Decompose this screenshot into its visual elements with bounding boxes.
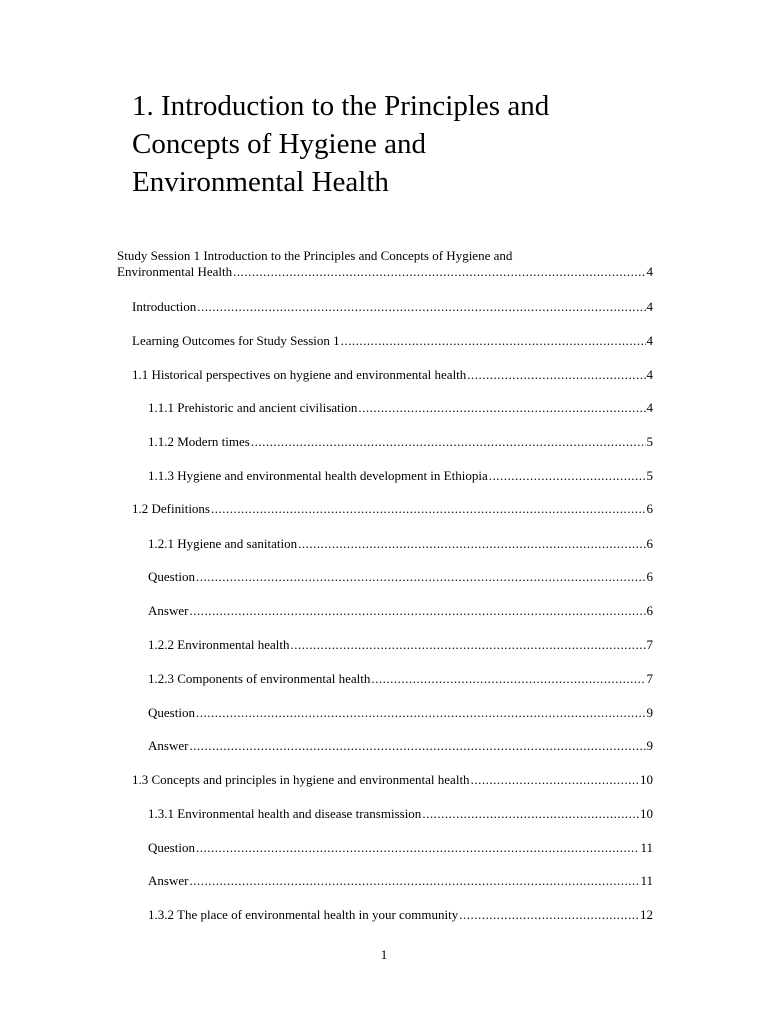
toc-entry[interactable] [132,367,653,383]
toc-leader-dots [196,705,646,721]
toc-leader-dots [489,468,646,484]
toc-page-number: 4 [646,333,653,348]
toc-leader-dots [422,806,639,822]
toc-entry-text: 1.3 Concepts and principles in hygiene and environmental health [132,772,470,787]
toc-page-number: 6 [646,501,653,516]
toc-entry-text: 1.1.3 Hygiene and environmental health development in Ethiopia [148,468,488,483]
toc-page-number: 11 [640,873,653,888]
toc-entry-study-session[interactable] [117,248,653,280]
toc-entry-text: Question [148,705,195,720]
toc-entry[interactable] [148,400,653,416]
toc-page-number: 10 [640,806,653,821]
page-footer-number: 1 [380,947,388,962]
toc-leader-dots [471,772,639,788]
toc-leader-dots [467,367,645,383]
toc-entry-text: Introduction [132,299,197,314]
toc-session-line-2: Environmental Health [117,264,233,279]
toc-entry-text: 1.1 Historical perspectives on hygiene and environmental health [132,367,467,382]
toc-entry[interactable] [148,907,653,923]
toc-leader-dots [233,264,645,280]
title-line-2: Concepts of Hygiene and [132,128,426,160]
toc-page-number: 7 [646,671,653,686]
toc-leader-dots [197,299,645,315]
toc-entry-text: 1.3.2 The place of environmental health in your community [148,907,459,922]
toc-page-number: 12 [640,907,653,922]
toc-entry[interactable] [148,873,653,889]
toc-entry[interactable] [148,705,653,721]
toc-entry-text: Learning Outcomes for Study Session 1 [132,333,340,348]
toc-entry-text: Answer [148,738,189,753]
toc-page-number: 6 [646,603,653,618]
toc-leader-dots [298,536,645,552]
toc-entry-text: Answer [148,873,189,888]
toc-session-line-1: Study Session 1 Introduction to the Principles and Concepts of Hygiene and [117,248,513,263]
toc-page-number: 6 [646,569,653,584]
toc-page-number: 7 [646,637,653,652]
toc-page-number: 10 [640,772,653,787]
toc-page-number: 4 [646,299,653,314]
toc-entry-text: Question [148,569,195,584]
toc-leader-dots [341,333,646,349]
toc-page-number: 9 [646,738,653,753]
toc-entry[interactable] [148,806,653,822]
toc-entry-text: 1.2.3 Components of environmental health [148,671,371,686]
toc-entry-text: 1.2.2 Environmental health [148,637,290,652]
toc-entry[interactable] [148,569,653,585]
toc-entry[interactable] [148,840,653,856]
toc-leader-dots [189,603,645,619]
toc-page-number: 11 [640,840,653,855]
toc-entry-text: 1.2 Definitions [132,501,210,516]
toc-page-number: 4 [646,400,653,415]
toc-page-number: 9 [646,705,653,720]
toc-leader-dots [291,637,646,653]
toc-page-number: 6 [646,536,653,551]
toc-entry[interactable] [148,637,653,653]
toc-leader-dots [251,434,646,450]
toc-entry[interactable] [132,299,653,315]
toc-entry[interactable] [148,738,653,754]
toc-leader-dots [189,738,645,754]
toc-entry[interactable] [132,501,653,517]
toc-page-number: 5 [646,434,653,449]
toc-entry[interactable] [148,671,653,687]
toc-entry[interactable] [148,603,653,619]
toc-entry[interactable] [132,333,653,349]
toc-entry[interactable] [148,468,653,484]
toc-leader-dots [196,569,646,585]
toc-entry-text: Question [148,840,195,855]
toc-leader-dots [196,840,640,856]
toc-entry-text: 1.3.1 Environmental health and disease transmission [148,806,422,821]
toc-entry[interactable] [148,434,653,450]
toc-leader-dots [189,873,639,889]
toc-page-number: 4 [646,264,653,279]
title-line-1: 1. Introduction to the Principles and [132,90,550,122]
toc-entry-text: Answer [148,603,189,618]
toc-leader-dots [459,907,639,923]
toc-leader-dots [358,400,645,416]
toc-page-number: 4 [646,367,653,382]
toc-leader-dots [371,671,645,687]
toc-leader-dots [211,501,646,517]
toc-entry-text: 1.2.1 Hygiene and sanitation [148,536,298,551]
toc-entry-text: 1.1.2 Modern times [148,434,250,449]
toc-entry-text: 1.1.1 Prehistoric and ancient civilisation [148,400,358,415]
toc-entry[interactable] [132,772,653,788]
title-line-3: Environmental Health [132,166,389,198]
toc-page-number: 5 [646,468,653,483]
toc-entry[interactable] [148,536,653,552]
